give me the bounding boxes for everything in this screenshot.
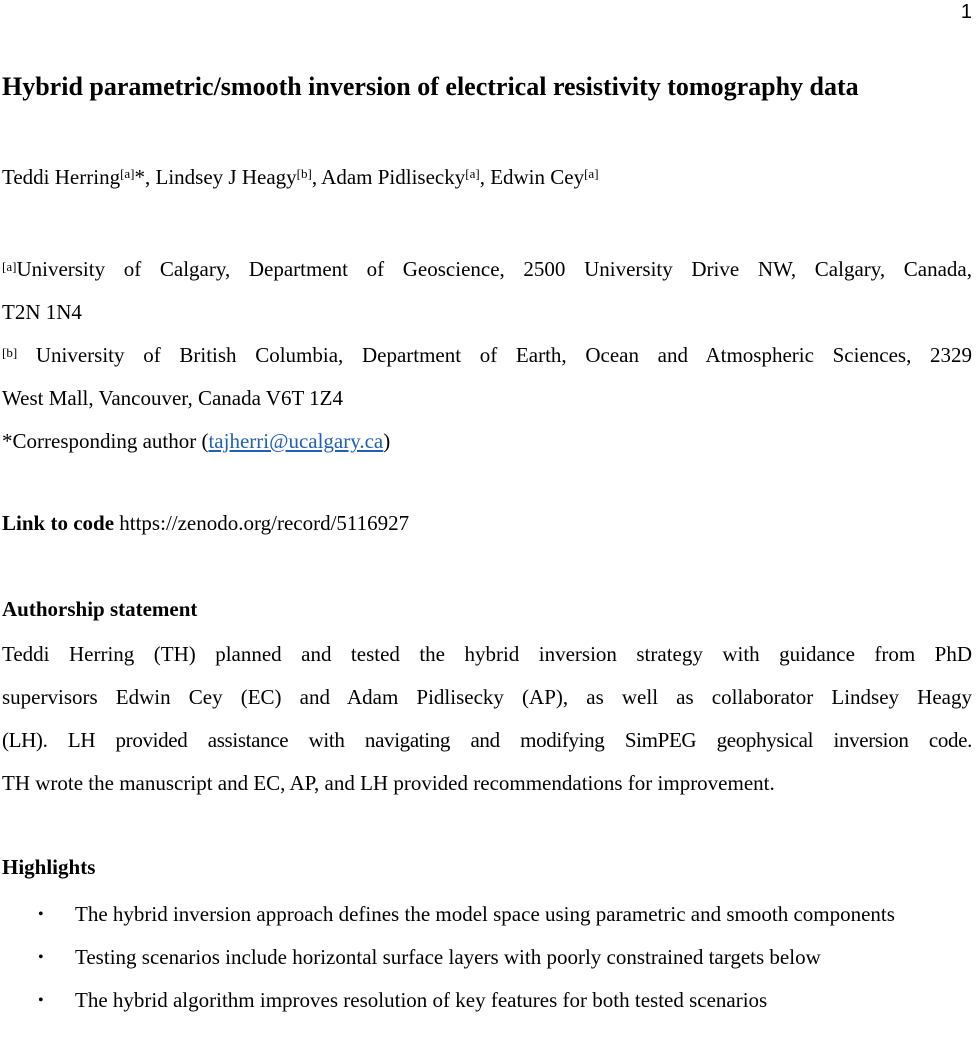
author-name: Lindsey J Heagy — [155, 165, 297, 189]
code-link-label: Link to code — [2, 511, 115, 535]
bullet-icon: • — [38, 906, 44, 923]
affiliation-mark: [a] — [120, 166, 135, 181]
bullet-icon: • — [38, 992, 44, 1009]
affiliation-mark: [b] — [296, 166, 312, 181]
affiliation-a-line-2: T2N 1N4 — [2, 300, 82, 324]
authorship-statement — [2, 633, 972, 805]
author-name: Teddi Herring — [2, 165, 121, 189]
highlight-item — [0, 979, 974, 1022]
author-name: Edwin Cey — [490, 165, 585, 189]
authorship-line: TH wrote the manuscript and EC, AP, and LH provided recommendations for improvement. — [2, 771, 775, 795]
highlights-heading: Highlights — [2, 855, 96, 879]
bullet-icon: • — [38, 949, 44, 966]
authorship-heading: Authorship statement — [2, 597, 198, 621]
highlight-text: The hybrid algorithm improves resolution of key features for both tested scenarios — [75, 988, 768, 1012]
highlight-item — [0, 893, 974, 936]
highlight-text: Testing scenarios include horizontal surface layers with poorly constrained targets below — [75, 945, 821, 969]
page-number: 1 — [960, 1, 972, 23]
affiliation-b-text: University of British Columbia, Department of Earth, Ocean and Atmospheric Sciences, 2329 — [35, 343, 973, 367]
highlight-item — [0, 936, 974, 979]
affiliation-a-text: University of Calgary, Department of Geoscience, 2500 University Drive NW, Calgary, Canada, — [16, 257, 972, 281]
code-link-line — [2, 508, 409, 538]
corresponding-author — [2, 420, 972, 463]
author-list — [2, 162, 599, 192]
affiliations — [2, 248, 972, 463]
corresponding-email-link[interactable]: tajherri@ucalgary.ca — [208, 429, 384, 453]
paper-title: Hybrid parametric/smooth inversion of electrical resistivity tomography data — [2, 72, 859, 101]
author-separator: , — [311, 165, 322, 189]
affiliation-a-line-1 — [2, 248, 972, 291]
affiliation-mark: [a] — [2, 259, 17, 274]
code-link-url[interactable]: https://zenodo.org/record/5116927 — [119, 511, 410, 535]
affiliation-mark: [a] — [465, 166, 480, 181]
author-separator: , — [479, 165, 491, 189]
affiliation-b-line-2: West Mall, Vancouver, Canada V6T 1Z4 — [2, 386, 343, 410]
highlight-text: The hybrid inversion approach defines the model space using parametric and smooth components — [75, 902, 895, 926]
authorship-line: supervisors Edwin Cey (EC) and Adam Pidlisecky (AP), as well as collaborator Lindsey Heagy — [2, 685, 972, 709]
authorship-line: Teddi Herring (TH) planned and tested the hybrid inversion strategy with guidance from PhD — [2, 642, 972, 666]
highlights-list — [0, 893, 974, 1022]
corresponding-suffix: ) — [383, 429, 391, 453]
affiliation-mark: [a] — [584, 166, 599, 181]
corresponding-prefix: *Corresponding author ( — [2, 429, 209, 453]
affiliation-b-line-1 — [2, 334, 972, 377]
authorship-line: (LH). LH provided assistance with navigating and modifying SimPEG geophysical inversion code. — [2, 728, 972, 752]
author-separator: *, — [134, 165, 156, 189]
affiliation-mark: [b] — [2, 345, 18, 360]
author-name: Adam Pidlisecky — [321, 165, 466, 189]
